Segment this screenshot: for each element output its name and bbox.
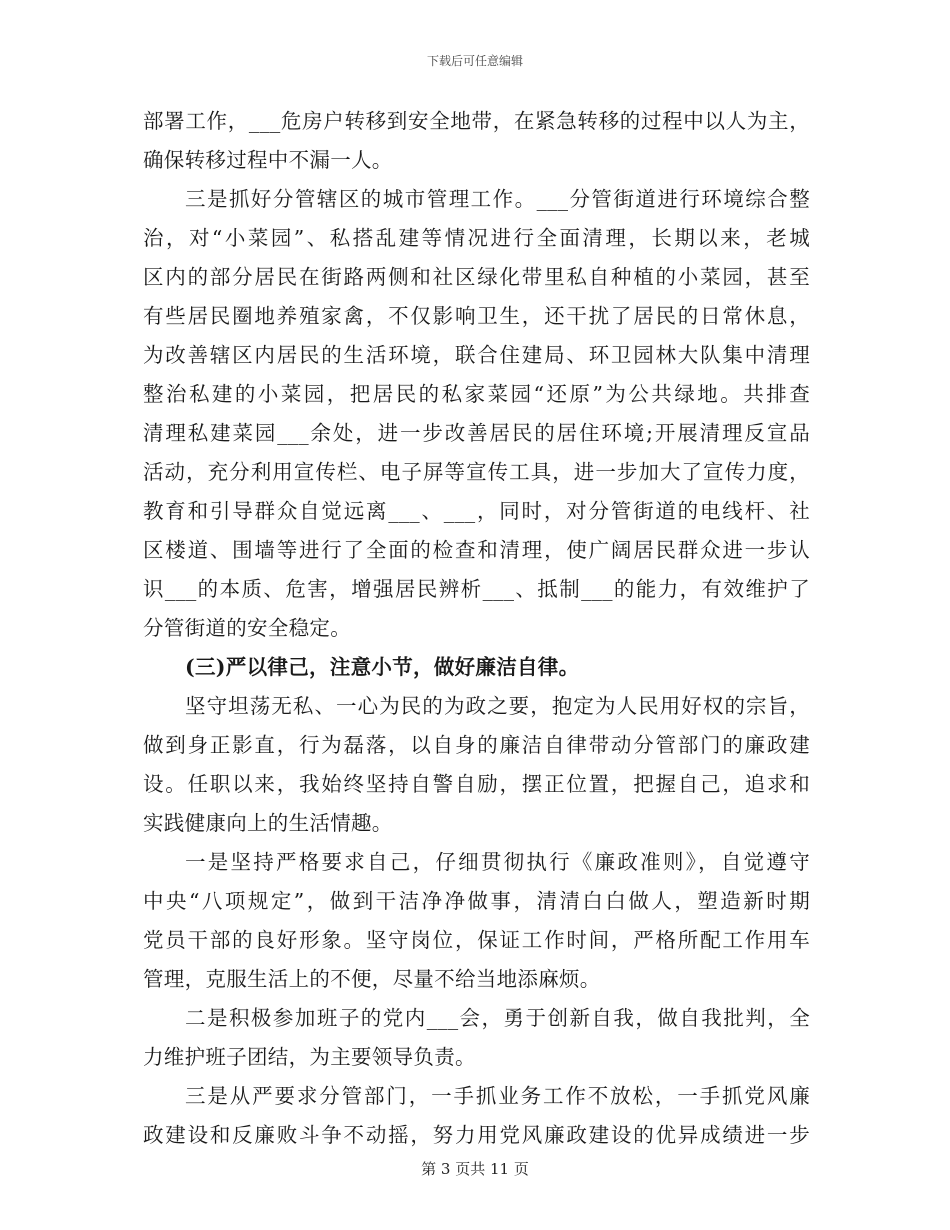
text-line: 识___的本质、危害，增强居民辨析___、抵制___的能力，有效维护了	[143, 577, 810, 601]
text-line: 做到身正影直，行为磊落，以自身的廉洁自律带动分管部门的廉政建	[143, 733, 810, 757]
text-line: 三是抓好分管辖区的城市管理工作。___分管街道进行环境综合整	[185, 187, 810, 211]
text-line: 部署工作，___危房户转移到安全地带，在紧急转移的过程中以人为主，	[143, 109, 810, 133]
text-line: 区楼道、围墙等进行了全面的检查和清理，使广阔居民群众进一步认	[143, 538, 810, 562]
text-line: 三是从严要求分管部门，一手抓业务工作不放松，一手抓党风廉	[185, 1084, 810, 1108]
text-line: 确保转移过程中不漏一人。	[143, 148, 393, 172]
text-line: 二是积极参加班子的党内___会，勇于创新自我，做自我批判，全	[185, 1006, 810, 1030]
text-line: 区内的部分居民在街路两侧和社区绿化带里私自种植的小菜园，甚至	[143, 265, 810, 289]
text-line: 党员干部的良好形象。坚守岗位，保证工作时间，严格所配工作用车	[143, 928, 810, 952]
text-line: 清理私建菜园___余处，进一步改善居民的居住环境;开展清理反宣品	[143, 421, 810, 445]
page-number: 第 3 页共 11 页	[421, 1160, 529, 1178]
text-line: 坚守坦荡无私、一心为民的为政之要，抱定为人民用好权的宗旨，	[185, 694, 810, 718]
text-line: 有些居民圈地养殖家禽，不仅影响卫生，还干扰了居民的日常休息，	[143, 304, 810, 328]
text-line: 管理，克服生活上的不便，尽量不给当地添麻烦。	[143, 967, 601, 991]
text-line: 教育和引导群众自觉远离___、___，同时，对分管街道的电线杆、社	[143, 499, 810, 523]
text-line: 政建设和反廉败斗争不动摇，努力用党风廉政建设的优异成绩进一步	[143, 1123, 810, 1147]
text-line: 实践健康向上的生活情趣。	[143, 811, 393, 835]
text-line: 设。任职以来，我始终坚持自警自励，摆正位置，把握自己，追求和	[143, 772, 810, 796]
text-line: 为改善辖区内居民的生活环境，联合住建局、环卫园林大队集中清理	[143, 343, 810, 367]
text-line: 活动，充分利用宣传栏、电子屏等宣传工具，进一步加大了宣传力度，	[143, 460, 810, 484]
text-line: 中央“八项规定”，做到干洁净净做事，清清白白做人，塑造新时期	[143, 889, 810, 913]
text-line: 一是坚持严格要求自己，仔细贯彻执行《廉政准则》，自觉遵守	[185, 850, 810, 874]
text-line: 整治私建的小菜园，把居民的私家菜园“还原”为公共绿地。共排查	[143, 382, 810, 406]
text-line: 分管街道的安全稳定。	[143, 616, 351, 640]
section-heading: (三)严以律己，注意小节，做好廉洁自律。	[185, 655, 580, 679]
text-line: 力维护班子团结，为主要领导负责。	[143, 1045, 476, 1069]
document-body	[143, 102, 810, 1155]
text-line: 治，对“小菜园”、私搭乱建等情况进行全面清理，长期以来，老城	[143, 226, 810, 250]
page-header: 下载后可任意编辑	[426, 54, 523, 68]
